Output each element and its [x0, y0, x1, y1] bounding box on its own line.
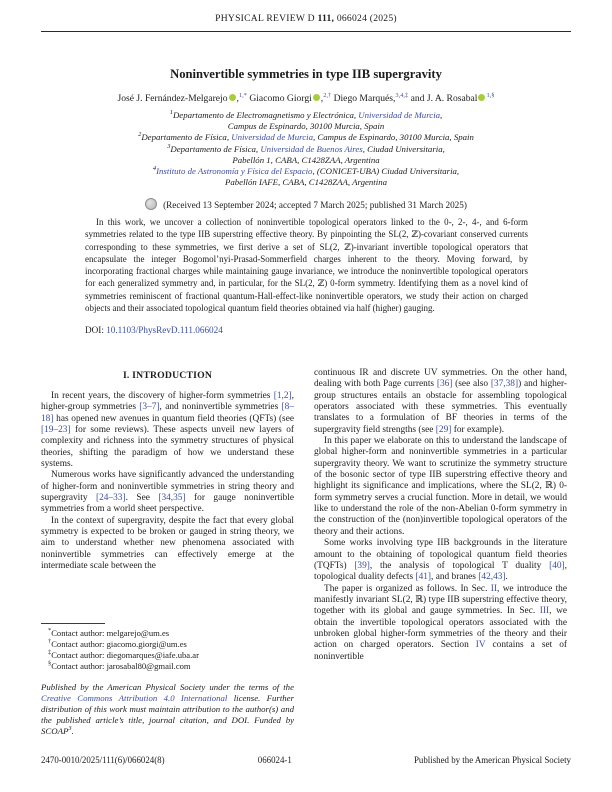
- text-run: In this work, we uncover a collection of noninvertible topological operators linked to the 0-, 2-, 4-, and 6-form symmetries related to the type IIB superstring effective theory. By pinpointing the SL(2, ℤ)-covariant conserved currents corresponding to these symmetries, we first derive a set of SL(2, ℤ)-invariant invertible topological operators that encapsulate the integer Bogomol’nyi-Prasad-Sommerfield charges inherent to the theory. Moving forward, by incorporating fractional charges while maintaining gauge invariance, we introduce the noninvertible topological operators for each generalized symmetry and, in particular, for the SL(2, ℤ) 0-form symmetry. Identifying them as a novel kind of symmetries reminiscent of fractional quantum-Hall-effect-like noninvertible operators, we study their action on charged objects and their associated topological quantum field theories obtained via half (higher) gauging.: [85, 217, 528, 314]
- text-run: Contact author: giacomo.giorgi@um.es: [51, 638, 187, 649]
- right-column: [314, 368, 567, 737]
- text-run: , topological duality defects: [314, 560, 567, 583]
- text-run: 3: [167, 142, 171, 150]
- body-paragraph: [314, 538, 567, 583]
- text-run: .: [71, 725, 74, 736]
- text-run: 3: [68, 724, 72, 732]
- reference-link[interactable]: [42,43]: [478, 572, 506, 583]
- footer-page-number: 066024-1: [257, 755, 292, 765]
- reference-link[interactable]: [8–18]: [41, 402, 294, 424]
- text-run: Departamento de Física,: [141, 132, 232, 143]
- affiliation-line: [45, 155, 567, 166]
- affiliation-line: [45, 110, 567, 121]
- contact-footnote: [41, 650, 294, 661]
- text-run: Departamento de Física,: [170, 143, 261, 154]
- reference-link[interactable]: [37,38]: [490, 379, 519, 390]
- text-run: In the context of supergravity, despite the fact that every global symmetry is expected to be broken or gauged in string theory, we aim to understand whether new phenomena associated with noninvertible symmetries can effectively emerge at the intermediate scale between the: [41, 515, 294, 572]
- text-run: Contact author: melgarejo@um.es: [51, 627, 170, 638]
- author-line: [40, 93, 572, 104]
- text-run: Contact author: diegomarques@iafe.uba.ar: [51, 649, 199, 660]
- text-run: The paper is organized as follows. In Sec.: [324, 583, 491, 594]
- left-column-paragraphs: [41, 391, 294, 573]
- text-run: Published by the American Physical Society under the terms of the: [41, 681, 294, 692]
- orcid-icon[interactable]: [313, 94, 320, 101]
- reference-link[interactable]: III: [539, 606, 550, 617]
- text-run: Numerous works have significantly advanced the understanding of higher-form and noninvertible symmetries in string theory and supergravity: [41, 470, 294, 504]
- text-run: , we obtain the invertible topological operators associated with the unbroken global higher-form symmetries of the theory and their action on charged operators. Section: [314, 606, 567, 651]
- reference-link[interactable]: [39]: [354, 560, 370, 571]
- article-title: Noninvertible symmetries in type IIB supergravity: [170, 67, 442, 81]
- reference-link[interactable]: [24–33]: [96, 493, 126, 504]
- footer-publisher: Published by the American Physical Society: [413, 755, 571, 765]
- text-run: *: [48, 627, 52, 635]
- text-run: and J. A. Rosabal: [408, 93, 478, 104]
- text-run: , (CONICET-UBA) Ciudad Universitaria,: [312, 166, 460, 177]
- page-footer: [41, 755, 571, 765]
- reference-link[interactable]: [19–23]: [41, 425, 71, 436]
- running-head: [41, 13, 571, 32]
- text-run: ,: [236, 93, 239, 104]
- publication-history: [40, 198, 572, 210]
- text-run: ,: [440, 110, 443, 120]
- body-paragraph: [41, 470, 294, 515]
- text-run: José J. Fernández-Melgarejo: [117, 93, 228, 104]
- text-run: 2: [138, 131, 142, 139]
- text-run: †: [48, 637, 52, 645]
- reference-link[interactable]: [40]: [549, 560, 565, 571]
- reference-link[interactable]: Universidad de Murcia: [358, 110, 441, 120]
- text-run: .: [505, 572, 508, 583]
- text-run: , and noninvertible symmetries: [159, 402, 282, 413]
- text-run: In recent years, the discovery of higher-form symmetries: [51, 391, 274, 401]
- text-run: , the analysis of topological T duality: [369, 560, 550, 571]
- text-run: §: [48, 659, 52, 667]
- reference-link[interactable]: [36]: [436, 379, 453, 390]
- text-run: 1: [169, 109, 173, 117]
- affiliations-block: [45, 110, 567, 188]
- text-run: Contact author: jarosabal80@gmail.com: [51, 660, 191, 671]
- orcid-icon[interactable]: [478, 94, 485, 101]
- reference-link[interactable]: 3,4,‡: [395, 91, 409, 99]
- contact-footnote: [41, 628, 294, 639]
- reference-link[interactable]: [29]: [435, 424, 452, 435]
- text-run: continuous IR and discrete UV symmetries. On the other hand, dealing with both Page currents: [314, 368, 567, 390]
- text-run: ,: [320, 93, 324, 104]
- reference-link[interactable]: [34,35]: [158, 493, 186, 504]
- text-run: Pabellón 1, CABA, C1428ZAA, Argentina: [232, 154, 380, 165]
- affiliation-line: [45, 121, 567, 132]
- left-column: [41, 368, 294, 737]
- text-run: . See: [125, 493, 159, 504]
- text-run: PHYSICAL REVIEW D: [215, 13, 318, 24]
- text-run: license. Further distribution of this work must maintain attribution to the author(s) and the published article’s title, journal citation, and DOI. Funded by SCOAP: [41, 692, 295, 736]
- reference-link[interactable]: 1,*: [238, 91, 247, 99]
- footnote-separator: [41, 623, 105, 624]
- contact-footnote: [41, 639, 294, 650]
- text-run: 111,: [317, 13, 335, 24]
- reference-link[interactable]: II: [490, 583, 497, 594]
- crossmark-icon[interactable]: [145, 198, 157, 210]
- abstract: [85, 216, 528, 314]
- footnote-block: [41, 623, 294, 737]
- reference-link[interactable]: 2,†: [323, 91, 332, 99]
- two-column-body: [41, 368, 571, 737]
- text-run: for example).: [451, 424, 505, 435]
- text-run: 4: [152, 165, 157, 173]
- section-heading-introduction: I. INTRODUCTION: [122, 370, 213, 381]
- body-paragraph: [314, 584, 567, 663]
- footer-issn-code: 2470-0010/2025/111(6)/066024(8): [41, 755, 165, 765]
- contact-footnote: [41, 661, 294, 672]
- text-run: has opened new avenues in quantum field theories (QFTs) (see: [53, 413, 294, 424]
- text-run: ) and higher-group structures entails an obstacle for assembling topological operators associated with these symmetries. This eventually translates to a formulation of BF theories in terms of the supergravity field strengths (see: [314, 379, 567, 435]
- text-run: Diego Marqués,: [331, 93, 396, 104]
- text-run: Some works involving type IIB backgrounds in the literature amount to the obtaining of topological quantum field theories (TQFTs): [314, 538, 567, 571]
- reference-link[interactable]: [1,2]: [273, 391, 292, 401]
- text-run: for some reviews). These aspects unveil new layers of complexity and richness into the symmetry structures of physical theories, shifting the paradigm of how we understand these systems.: [41, 425, 294, 470]
- doi-link[interactable]: 10.1103/PhysRevD.111.066024: [106, 325, 223, 335]
- text-run: Giacomo Giorgi: [246, 93, 312, 104]
- affiliation-line: [45, 132, 567, 143]
- text-run: , Ciudad Universitaria,: [362, 143, 445, 154]
- text-run: , higher-group symmetries: [41, 391, 294, 413]
- body-paragraph: [41, 516, 294, 573]
- reference-link[interactable]: IV: [475, 640, 486, 651]
- text-run: Campus de Espinardo, 30100 Murcia, Spain: [227, 121, 385, 132]
- license-statement: [41, 682, 294, 737]
- text-run: , Campus de Espinardo, 30100 Murcia, Spain: [313, 132, 474, 143]
- affiliation-line: [45, 177, 567, 188]
- text-run: for gauge noninvertible symmetries from a world sheet perspective.: [41, 493, 294, 515]
- reference-link[interactable]: Universidad de Buenos Aires: [260, 143, 363, 154]
- text-run: ‡: [48, 648, 52, 656]
- body-paragraph: [314, 368, 567, 436]
- reference-link[interactable]: [41]: [415, 572, 432, 583]
- body-paragraph: [41, 391, 294, 470]
- affiliation-line: [45, 144, 567, 155]
- text-run: 066024 (2025): [334, 13, 397, 24]
- reference-link[interactable]: 1,§: [486, 91, 495, 99]
- contact-footnotes: [41, 628, 294, 672]
- affiliation-line: [45, 166, 567, 177]
- doi-line: [85, 325, 223, 335]
- reference-link[interactable]: Instituto de Astronomía y Física del Espacio: [156, 166, 313, 177]
- text-run: Departamento de Electromagnetismo y Electrónica,: [172, 110, 359, 120]
- history-text: (Received 13 September 2024; accepted 7 March 2025; published 31 March 2025): [163, 200, 467, 210]
- text-run: , we introduce the manifestly invariant SL(2, ℝ) type IIB superstring effective theory, together with its global and gauge symmetries. In Sec.: [314, 583, 567, 617]
- right-column-paragraphs: [314, 368, 567, 663]
- reference-link[interactable]: [3–7]: [139, 402, 160, 413]
- text-run: contains a set of noninvertible: [314, 640, 567, 662]
- text-run: In this paper we elaborate on this to understand the landscape of global higher-form and noninvertible symmetries in a particular supergravity theory. We want to scrutinize the symmetry structure of the bosonic sector of type IIB superstring effective theory and highlight its significance and implications, where the SL(2, ℝ) 0-form symmetry serves a crucial function. More in detail, we would like to understand the role of the non-Abelian 0-form symmetry in the construction of the (non)invertible topological operators of the theory and their actions.: [314, 436, 567, 537]
- text-run: , and branes: [431, 572, 479, 583]
- doi-label: DOI:: [85, 325, 107, 335]
- reference-link[interactable]: Creative Commons Attribution 4.0 International: [41, 692, 228, 703]
- text-run: (see also: [452, 379, 491, 390]
- reference-link[interactable]: Universidad de Murcia: [231, 132, 313, 143]
- body-paragraph: [314, 436, 567, 538]
- orcid-icon[interactable]: [229, 94, 236, 101]
- text-run: Pabellón IAFE, CABA, C1428ZAA, Argentina: [225, 177, 387, 188]
